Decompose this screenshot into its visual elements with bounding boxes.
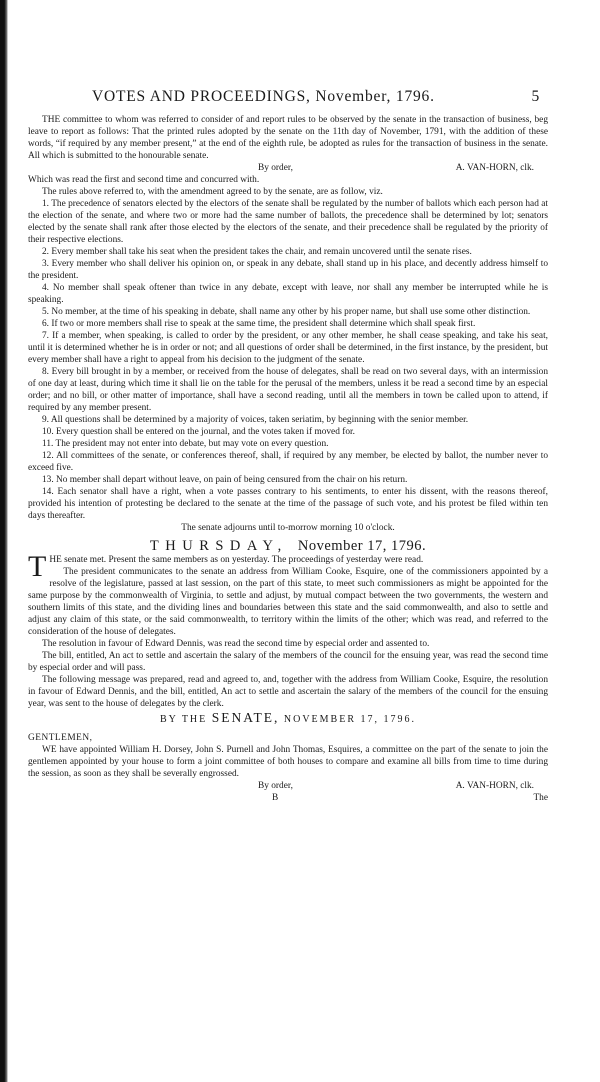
catchword: The [533,793,548,803]
running-header [92,88,540,106]
adjourn-line: The senate adjourns until to-morrow morning 10 o'clock. [181,523,395,533]
running-head-title: VOTES AND PROCEEDINGS, November, 1796. [92,88,435,105]
page-footer [28,792,548,804]
bill-paragraph: The bill, entitled, An act to settle and ascertain the salary of the members of the council for the ensuing year, was read the second time by especial order and will pass. [28,651,548,673]
rule-item: 6. If two or more members shall rise to speak at the same time, the president shall determine which shall speak first. [42,319,476,329]
rule-item: 9. All questions shall be determined by a majority of voices, taken seriatim, by beginning with the senior member. [42,415,469,425]
by-order-2: By order, [258,781,293,791]
by-order-1: By order, [258,163,293,173]
drop-cap: T [28,550,47,583]
clerk-name-2: A. VAN-HORN, clk. [455,781,534,791]
read-concurred-paragraph: Which was read the first and second time and concurred with. [28,175,260,185]
president-address-paragraph: The president communicates to the senate an address from William Cooke, Esquire, one of the commissioners appointed by a resolve of the legislature, passed at last session, on the part of this state, to meet such commissioners as might be appointed for the same purpose by the commonwealth of Virginia, to settle and adjust, by mutual compact between the two governments, the western and southern limits of this state, and the dividing lines and boundaries between this state and the said commonwealth, and also to settle and adjust any claim of this state, or the said commonwealth, to territory within the limits of the other; which was read, and referred to the consideration of the house of delegates. [28,567,548,637]
senate-met-paragraph [28,550,548,583]
salutation: GENTLEMEN, [28,733,93,743]
signature-block-1 [28,162,548,174]
clerk-name-1: A. VAN-HORN, clk. [455,163,534,173]
message-paragraph: The following message was prepared, read and agreed to, and, together with the address from William Cooke, Esquire, the resolution in favour of Edward Dennis, and the bill, entitled, An act to settle and ascertain the salary of the members of the council for the ensuing year, was sent to the house of delegates by the clerk. [28,675,548,709]
senate-heading-prefix: BY THE [159,714,208,725]
committee-report-paragraph: THE committee to whom was referred to consider of and report rules to be observed by the senate in the transaction of business, beg leave to report as follows: That the printed rules adopted by the senate on the 11th day of November, 1791, with the addition of these words, “if required by any member present,” at the end of the eighth rule, be adopted as rules for the transaction of business in the senate. All which is submitted to the honourable senate. [28,115,548,161]
rule-item: 7. If a member, when speaking, is called to order by the president, or any other member, he shall cease speaking, and take his seat, until it is determined whether he is in order or not; and all questions of order shall be determined, in the first instance, by the president, but every member shall have a right to appeal from his decision to the judgment of the senate. [28,331,548,365]
rule-item: 1. The precedence of senators elected by the electors of the senate shall be regulated by the number of ballots which each person had at the election of the senate, and where two or more had the same number of ballots, the precedence shall be determined by lot; senators elected by the senate shall rank after those elected by the electors of the senate, and their precedence shall be regulated by the priority of their respective elections. [28,199,548,245]
rule-item: 2. Every member shall take his seat when the president takes the chair, and remain uncovered until the senate rises. [42,247,472,257]
committee-message-paragraph: WE have appointed William H. Dorsey, John S. Purnell and John Thomas, Esquires, a committee on the part of the senate to join the gentlemen appointed by your house to form a joint committee of both houses to compare and examine all bills from time to time during the session, as soon as they shall be severally engrossed. [28,745,548,779]
thursday-day: THURSDAY, [149,538,288,554]
thursday-heading [28,540,548,552]
rule-item: 12. All committees of the senate, or conferences thereof, shall, if required by any member, be elected by ballot, the number never to exceed five. [28,451,548,473]
signature-block-2 [28,780,548,792]
rule-item: 5. No member, at the time of his speaking in debate, shall name any other by his proper name, but shall use some other distinction. [42,307,531,317]
senate-heading-senate: SENATE, [211,710,280,725]
rule-item: 3. Every member who shall deliver his opinion on, or speak in any debate, shall stand up in his place, and decently address himself to the president. [28,259,548,281]
rule-item: 11. The president may not enter into debate, but may vote on every question. [42,439,329,449]
rule-item: 4. No member shall speak oftener than twice in any debate, except with leave, nor shall any member be interrupted while he is speaking. [28,283,548,305]
signature-mark: B [272,793,279,803]
rule-item: 14. Each senator shall have a right, when a vote passes contrary to his sentiments, to enter his dissent, with the reasons thereof, provided his intention of protesting be declared to the senate at the time of the passage of such vote, and his protest be filed within ten days thereafter. [28,487,548,521]
senate-heading [28,712,548,726]
rule-item: 8. Every bill brought in by a member, or received from the house of delegates, shall be read on two several days, with an intermission of one day at least, during which time it shall lie on the table for the perusal of the members, unless it be read a second time by an especial order; and no bill, or other matter of importance, shall have a second reading, until all the members in town be called upon to attend, if required by any member present. [28,367,548,413]
page-body [28,114,548,804]
scan-edge [0,0,8,1082]
rules-list [28,198,548,522]
rules-intro-paragraph: The rules above referred to, with the amendment agreed to by the senate, are as follow, viz. [42,187,383,197]
rule-item: 10. Every question shall be entered on the journal, and the votes taken if moved for. [42,427,355,437]
thursday-date: November 17, 1796. [297,538,427,554]
resolution-paragraph: The resolution in favour of Edward Dennis, was read the second time by especial order and assented to. [42,639,430,649]
page-number: 5 [531,88,540,105]
senate-heading-date: NOVEMBER 17, 1796. [283,714,417,725]
rule-item: 13. No member shall depart without leave, on pain of being censured from the chair on his return. [42,475,408,485]
senate-met-text: HE senate met. Present the same members as on yesterday. The proceedings of yesterday were read. [49,555,424,565]
